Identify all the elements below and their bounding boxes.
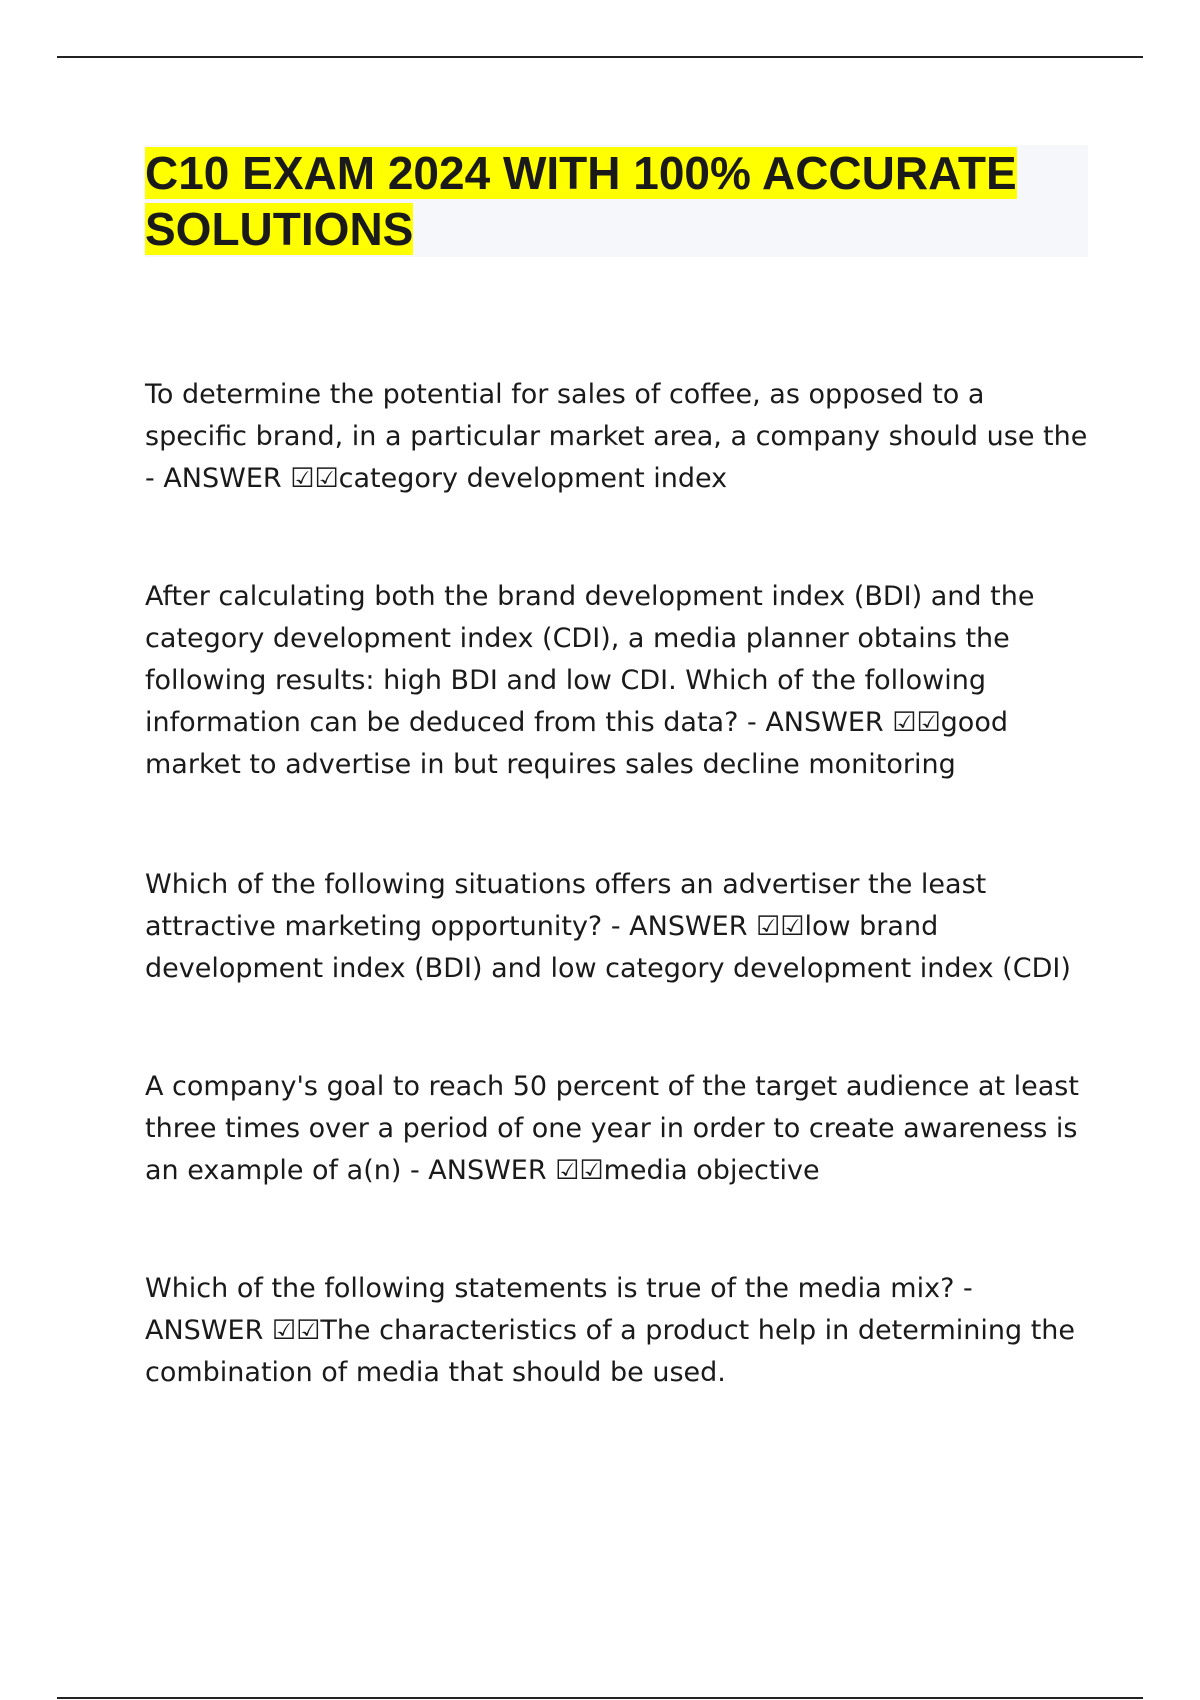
answer-text: low brand development index (BDI) and low category development index (CDI) — [145, 911, 1071, 984]
bottom-rule — [57, 1697, 1143, 1699]
answer-marker: ANSWER ☑☑ — [163, 463, 339, 494]
answer-marker: ANSWER ☑☑ — [145, 1315, 321, 1346]
question-text: To determine the potential for sales of coffee, as opposed to a specific brand, in a particular market area, a company should use the - — [145, 379, 1088, 494]
answer-marker: ANSWER ☑☑ — [629, 911, 805, 942]
answer-text: good market to advertise in but requires sales decline monitoring — [145, 707, 1008, 780]
qa-item-5 — [145, 1268, 1095, 1394]
answer-text: media objective — [603, 1155, 820, 1186]
question-text: Which of the following statements is true of the media mix? - — [145, 1273, 973, 1304]
answer-text: category development index — [338, 463, 728, 494]
document-title — [145, 145, 1088, 257]
qa-item-4 — [145, 1066, 1095, 1192]
answer-text: The characteristics of a product help in determining the combination of media that should be used. — [145, 1315, 1076, 1388]
question-text: After calculating both the brand development index (BDI) and the category development index (CDI), a media planner obtains the following results: high BDI and low CDI. Which of the following information can be deduced from this data? - — [145, 581, 1035, 738]
question-text: A company's goal to reach 50 percent of the target audience at least three times over a period of one year in order to create awareness is an example of a(n) - — [145, 1071, 1079, 1186]
question-text: Which of the following situations offers an advertiser the least attractive marketing opportunity? - — [145, 869, 987, 942]
title-highlight: C10 EXAM 2024 WITH 100% ACCURATE SOLUTIONS — [145, 147, 1017, 255]
top-rule — [57, 56, 1143, 58]
title-block — [145, 145, 1088, 257]
qa-item-1 — [145, 374, 1095, 500]
answer-marker: ANSWER ☑☑ — [765, 707, 941, 738]
qa-item-3 — [145, 864, 1095, 990]
qa-item-2 — [145, 576, 1095, 786]
answer-marker: ANSWER ☑☑ — [428, 1155, 604, 1186]
